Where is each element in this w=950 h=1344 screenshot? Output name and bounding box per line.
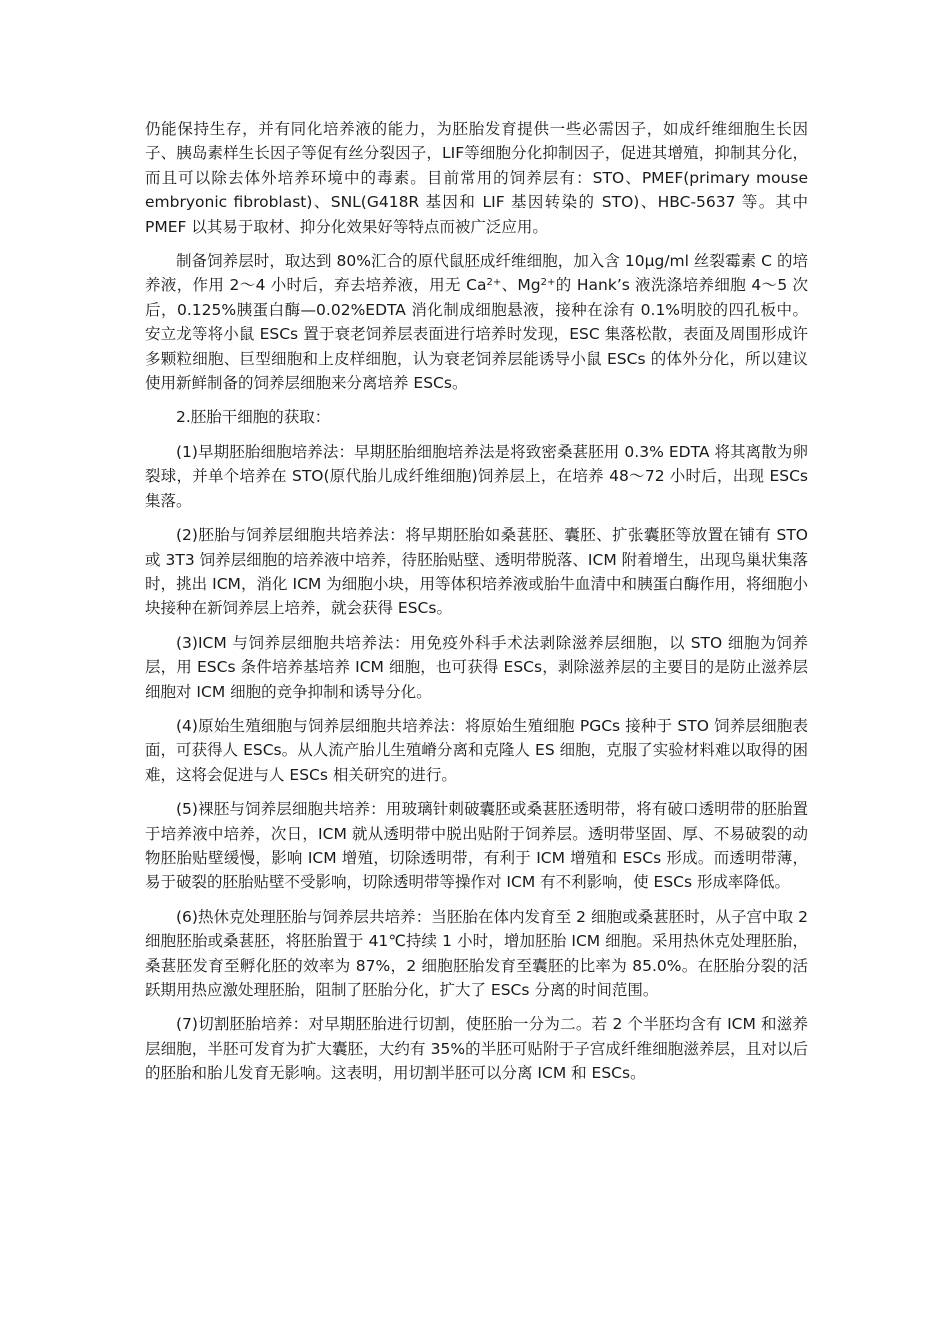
preparation-text-c: 的 Hank’s 液洗涤培养细胞 4～5 次后，0.125%胰蛋白酶—0.02%EDTA 消化制成细胞悬液，接种在涂有 0.1%明胶的四孔板中。安立龙等将小鼠 ESCs 置于衰老饲养层表面进行培养时发现，ESC 集落松散，表面及周围形成许多颗粒细胞、巨型细胞和上皮样细胞，认为衰老饲养层能诱导小鼠 ESCs 的体外分化，所以建议使用新鲜制备的饲养层细胞来分离培养 ESCs。 (145, 276, 809, 393)
section-heading-esc-acquisition: 2.胚胎干细胞的获取： (176, 408, 331, 427)
method-3-icm-feeder-coculture: (3)ICM 与饲养层细胞共培养法：用免疫外科手术法剥除滋养层细胞，以 STO 细胞为饲养层，用 ESCs 条件培养基培养 ICM 细胞，也可获得 ESCs，剥除滋养层的主要目的是防止滋养层细胞对 ICM 细胞的竞争抑制和诱导分化。 (145, 633, 808, 701)
paragraph-feeder-layer-intro: 仍能保持生存，并有同化培养液的能力，为胚胎发育提供一些必需因子，如成纤维细胞生长因子、胰岛素样生长因子等促有丝分裂因子，LIF等细胞分化抑制因子，促进其增殖，抑制其分化，而且可以除去体外培养环境中的毒素。目前常用的饲养层有：STO、PMEF(primary mouse embryonic fibroblast)、SNL(G418R 基因和 LIF 基因转染的 STO)、HBC-5637 等。其中 PMEF 以其易于取材、抑分化效果好等特点而被广泛应用。 (145, 120, 808, 236)
preparation-text-a: 制备饲养层时，取达到 80%汇合的原代鼠胚成纤维细胞，加入含 10μg/ml 丝裂霉素 C 的培养液，作用 2～4 小时后，弃去培养液，用无 Ca (145, 252, 808, 295)
method-4-pgc-feeder-coculture: (4)原始生殖细胞与饲养层细胞共培养法：将原始生殖细胞 PGCs 接种于 STO 饲养层细胞表面，可获得人 ESCs。从人流产胎儿生殖嵴分离和克隆人 ES 细胞，克服了实验材料难以取得的困难，这将会促进与人 ESCs 相关研究的进行。 (145, 716, 808, 784)
preparation-text-b: 、Mg (501, 276, 541, 295)
method-5-naked-embryo-coculture: (5)裸胚与饲养层细胞共培养：用玻璃针刺破囊胚或桑葚胚透明带，将有破口透明带的胚胎置于培养液中培养，次日，ICM 就从透明带中脱出贴附于饲养层。透明带坚固、厚、不易破裂的动物胚胎贴壁缓慢，影响 ICM 增殖，切除透明带，有利于 ICM 增殖和 ESCs 形成。而透明带薄，易于破裂的胚胎贴壁不受影响，切除透明带等操作对 ICM 有不利影响，使 ESCs 形成率降低。 (145, 800, 808, 892)
method-7-split-embryo-culture: (7)切割胚胎培养：对早期胚胎进行切割，使胚胎一分为二。若 2 个半胚均含有 ICM 和滋养层细胞，半胚可发育为扩大囊胚，大约有 35%的半胚可贴附于子宫成纤维细胞滋养层，且对以后的胚胎和胎儿发育无影响。这表明，用切割半胚可以分离 ICM 和 ESCs。 (145, 1015, 808, 1083)
ca-superscript: 2+ (486, 277, 502, 289)
method-2-embryo-feeder-coculture: (2)胚胎与饲养层细胞共培养法：将早期胚胎如桑葚胚、囊胚、扩张囊胚等放置在铺有 STO 或 3T3 饲养层细胞的培养液中培养，待胚胎贴壁、透明带脱落、ICM 附着增生，出现鸟巢状集落时，挑出 ICM，消化 ICM 为细胞小块，用等体积培养液或胎牛血清中和胰蛋白酶作用，将细胞小块接种在新饲养层上培养，就会获得 ESCs。 (145, 526, 808, 618)
paragraph-feeder-layer-preparation (145, 249, 808, 395)
mg-superscript: 2+ (540, 277, 556, 289)
method-6-heat-shock-coculture: (6)热休克处理胚胎与饲养层共培养：当胚胎在体内发育至 2 细胞或桑葚胚时，从子宫中取 2 细胞胚胎或桑葚胚，将胚胎置于 41℃持续 1 小时，增加胚胎 ICM 细胞。采用热休克处理胚胎，桑葚胚发育至孵化胚的效率为 87%，2 细胞胚胎发育至囊胚的比率为 85.0%。在胚胎分裂的活跃期用热应激处理胚胎，阻制了胚胎分化，扩大了 ESCs 分离的时间范围。 (145, 907, 808, 999)
document-page (145, 117, 808, 1096)
method-1-early-embryo-culture: (1)早期胚胎细胞培养法：早期胚胎细胞培养法是将致密桑葚胚用 0.3% EDTA 将其离散为卵裂球，并单个培养在 STO(原代胎儿成纤维细胞)饲养层上，在培养 48～72 小时后，出现 ESCs 集落。 (145, 442, 808, 510)
